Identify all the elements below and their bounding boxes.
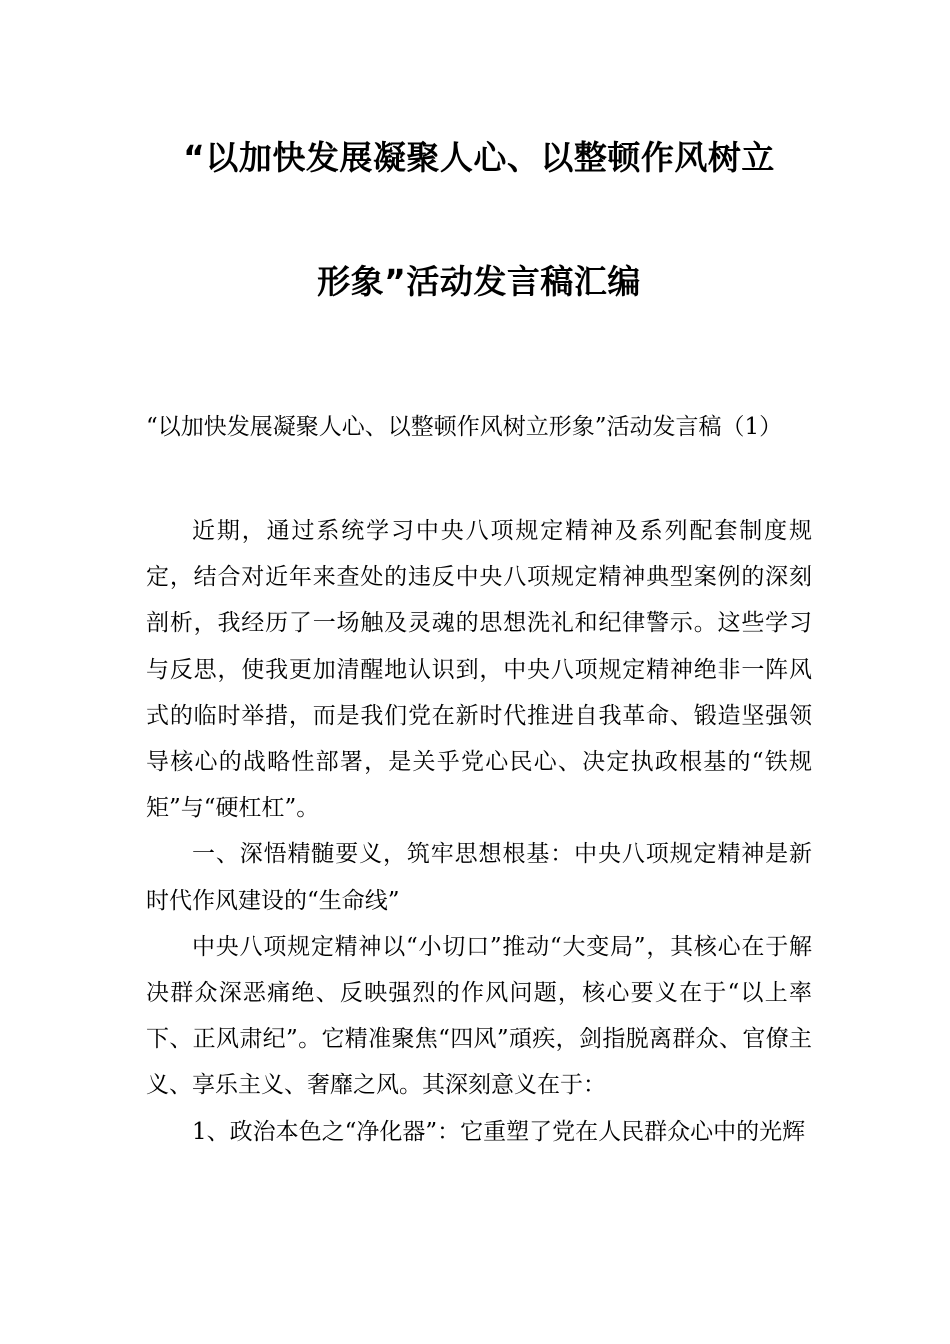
body-paragraph-2: 中央八项规定精神以“小切口”推动“大变局”，其核心在于解决群众深恶痛绝、反映强烈的作风问题，核心要义在于“以上率下、正风肃纪”。它精准聚焦“四风”頑疾，剑指脱离群众、官僚主义、享乐主义、奢靡之风。其深刻意义在于： bbox=[146, 933, 812, 1099]
document-body bbox=[146, 450, 812, 1155]
page-title-line-1: “以加快发展凝聚人心、以整顿作风树立 bbox=[183, 138, 775, 177]
body-list-item-1: 1、政治本色之“净化器”：它重塑了党在人民群众心中的光辉 bbox=[192, 1118, 806, 1145]
body-paragraph-1: 近期，通过系统学习中央八项规定精神及系列配套制度规定，结合对近年来查处的违反中央八项规定精神典型案例的深刻剖析，我经历了一场触及灵魂的思想洗礼和纪律警示。这些学习与反思，使我更加清醒地认识到，中央八项规定精神绝非一阵风式的临时举措，而是我们党在新时代推进自我革命、锻造坚强领导核心的战略性部署，是关乎党心民心、决定执政根基的“铁规矩”与“硬杠杠”。 bbox=[146, 518, 812, 822]
page-title-line-2: 形象”活动发言稿汇编 bbox=[317, 262, 641, 301]
document-subtitle: “以加快发展凝聚人心、以整顿作风树立形象”活动发言稿（1） bbox=[146, 414, 783, 440]
page-content bbox=[146, 0, 812, 1155]
page-title bbox=[146, 0, 812, 344]
section-heading-1: 一、深悟精髄要义，筑牢思想根基：中央八项规定精神是新时代作风建设的“生命线” bbox=[146, 841, 812, 914]
